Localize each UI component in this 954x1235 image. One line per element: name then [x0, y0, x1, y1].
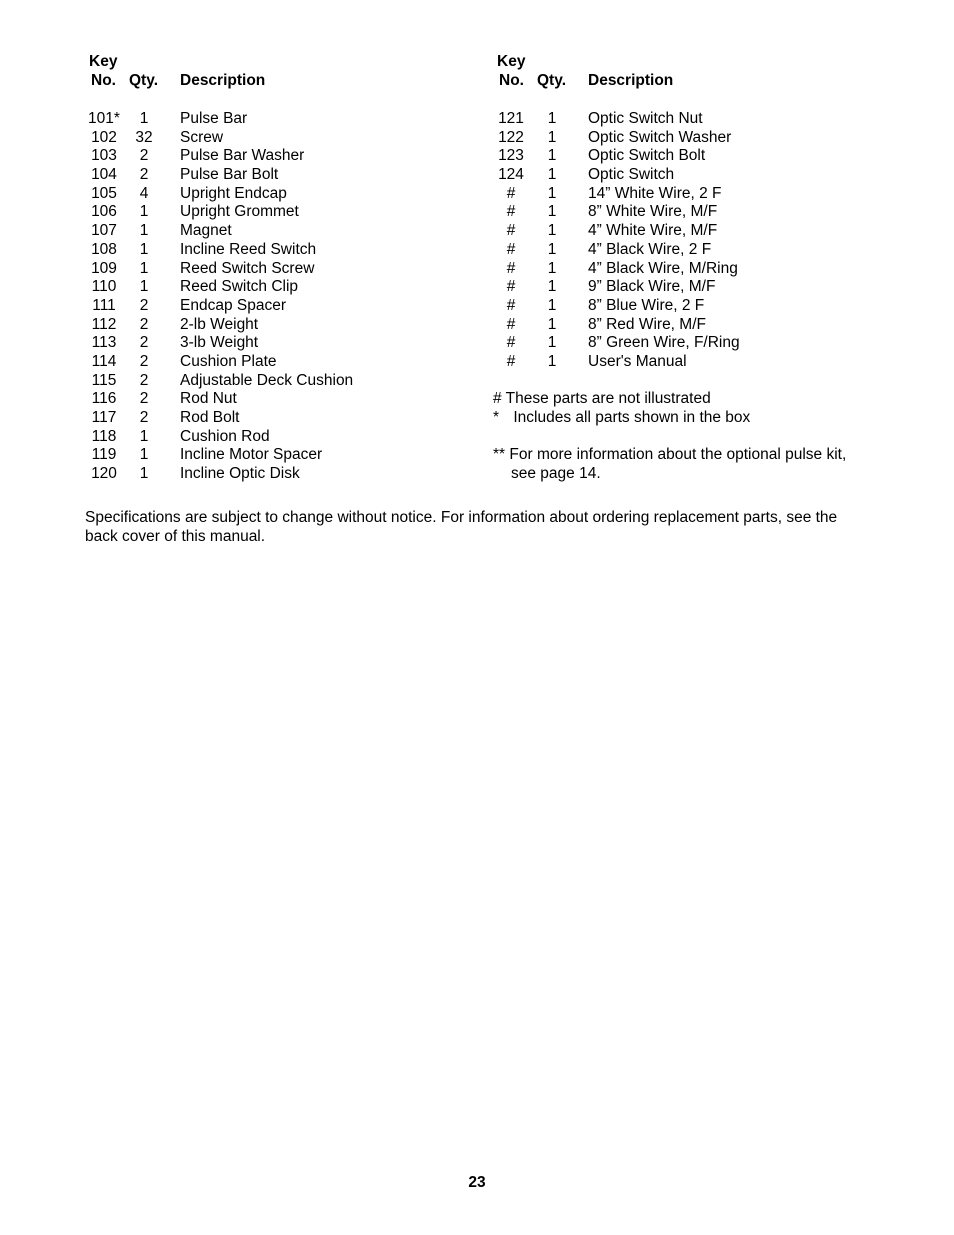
- table-row: [493, 110, 863, 129]
- header-key: Key: [89, 53, 118, 70]
- quantity: 1: [139, 465, 149, 483]
- page-number: 23: [468, 1174, 486, 1191]
- table-row: [87, 297, 467, 316]
- key-number: 104: [91, 166, 117, 184]
- header-qty: Qty.: [129, 72, 158, 89]
- note-pulse-kit: [493, 446, 863, 465]
- key-number: 122: [498, 128, 524, 146]
- key-number: 117: [91, 409, 117, 426]
- quantity: 2: [139, 147, 149, 165]
- header-no: No.: [91, 72, 116, 89]
- table-row: [87, 409, 467, 428]
- key-number: #: [506, 296, 516, 314]
- table-row: [493, 334, 863, 353]
- quantity: 1: [547, 128, 557, 146]
- key-number: 120: [91, 465, 117, 483]
- table-row: [87, 390, 467, 409]
- quantity: 1: [547, 334, 557, 352]
- description: Incline Optic Disk: [180, 465, 300, 483]
- key-number: 113: [91, 334, 117, 352]
- key-number: 101*: [88, 110, 120, 127]
- description: Magnet: [180, 222, 232, 240]
- table-row: [87, 110, 467, 129]
- description: Adjustable Deck Cushion: [180, 371, 354, 389]
- table-row: [493, 353, 863, 372]
- quantity: 2: [139, 409, 149, 426]
- header-no: No.: [499, 72, 524, 89]
- quantity: 1: [547, 296, 557, 314]
- table-row: [493, 260, 863, 279]
- quantity: 1: [547, 315, 557, 333]
- quantity: 1: [547, 184, 557, 202]
- key-number: 103: [91, 147, 117, 165]
- note-not-illustrated: # These parts are not illustrated: [493, 390, 711, 408]
- quantity: 2: [139, 296, 149, 314]
- table-row: [493, 129, 863, 148]
- table-row: [493, 185, 863, 204]
- table-header: [493, 52, 863, 92]
- quantity: 4: [139, 184, 149, 202]
- table-row: [87, 260, 467, 279]
- description: Pulse Bar Washer: [180, 147, 305, 165]
- key-number: 119: [91, 446, 117, 464]
- description: Incline Reed Switch: [180, 240, 317, 258]
- key-number: 102: [91, 128, 117, 146]
- description: 2-lb Weight: [180, 315, 259, 333]
- table-row: [493, 278, 863, 297]
- note-pulse-kit-text: For more information about the optional pulse kit,: [509, 446, 847, 464]
- key-number: #: [506, 222, 516, 240]
- table-row: [87, 203, 467, 222]
- table-row: [87, 465, 467, 484]
- table-row: [493, 241, 863, 260]
- quantity: 1: [547, 259, 557, 277]
- description: 4” Black Wire, 2 F: [588, 240, 712, 258]
- description: Optic Switch Bolt: [588, 147, 706, 165]
- description: Incline Motor Spacer: [180, 446, 323, 464]
- quantity: 1: [139, 110, 149, 127]
- table-row: [87, 241, 467, 260]
- description: 3-lb Weight: [180, 334, 259, 352]
- description: Rod Bolt: [180, 409, 240, 426]
- key-number: #: [506, 203, 516, 221]
- table-row: [87, 129, 467, 148]
- description: Optic Switch: [588, 166, 675, 184]
- key-number: 115: [91, 371, 117, 389]
- table-row: [87, 147, 467, 166]
- key-number: #: [506, 184, 516, 202]
- key-number: 111: [92, 296, 116, 314]
- quantity: 2: [139, 371, 149, 389]
- key-number: 107: [91, 222, 117, 240]
- key-number: 116: [91, 390, 117, 408]
- quantity: 1: [547, 240, 557, 258]
- quantity: 1: [139, 278, 149, 296]
- quantity: 1: [139, 259, 149, 277]
- key-number: #: [506, 240, 516, 258]
- header-qty: Qty.: [537, 72, 566, 89]
- quantity: 1: [547, 110, 557, 127]
- key-number: 109: [91, 259, 117, 277]
- description: Pulse Bar: [180, 110, 248, 127]
- parts-list-right: [493, 52, 863, 484]
- note-includes: [493, 409, 863, 428]
- description: Reed Switch Clip: [180, 278, 299, 296]
- parts-list-left: [87, 52, 467, 484]
- table-row: [493, 166, 863, 185]
- table-row: [87, 353, 467, 372]
- key-number: 108: [91, 240, 117, 258]
- key-number: 118: [91, 427, 117, 445]
- header-key: Key: [497, 53, 526, 70]
- table-row: [87, 166, 467, 185]
- quantity: 1: [139, 222, 149, 240]
- description: 8” White Wire, M/F: [588, 203, 718, 221]
- quantity: 1: [547, 278, 557, 296]
- description: 8” Green Wire, F/Ring: [588, 334, 740, 352]
- key-number: #: [506, 334, 516, 352]
- table-header: [87, 52, 467, 92]
- parts-rows: [87, 110, 467, 484]
- notes: [493, 390, 863, 484]
- header-description: Description: [588, 72, 674, 89]
- description: Endcap Spacer: [180, 296, 286, 314]
- description: Pulse Bar Bolt: [180, 166, 279, 184]
- table-row: [493, 316, 863, 335]
- key-number: 112: [91, 315, 117, 333]
- description: Upright Endcap: [180, 184, 287, 202]
- table-row: [87, 446, 467, 465]
- quantity: 2: [139, 166, 149, 184]
- description: 4” Black Wire, M/Ring: [588, 259, 738, 277]
- description: Rod Nut: [180, 390, 237, 408]
- description: Upright Grommet: [180, 203, 299, 221]
- quantity: 1: [547, 203, 557, 221]
- quantity: 32: [135, 128, 153, 146]
- description: 8” Red Wire, M/F: [588, 315, 706, 333]
- table-row: [493, 297, 863, 316]
- quantity: 1: [547, 166, 557, 184]
- table-row: [87, 372, 467, 391]
- parts-rows: [493, 110, 863, 372]
- description: Optic Switch Washer: [588, 128, 732, 146]
- table-row: [493, 222, 863, 241]
- table-row: [87, 316, 467, 335]
- description: 14” White Wire, 2 F: [588, 184, 722, 202]
- key-number: #: [506, 278, 516, 296]
- key-number: 114: [91, 352, 117, 370]
- quantity: 1: [139, 446, 149, 464]
- key-number: 110: [91, 278, 117, 296]
- table-row: [493, 203, 863, 222]
- quantity: 1: [547, 352, 557, 370]
- table-row: [87, 222, 467, 241]
- quantity: 1: [139, 427, 149, 445]
- table-row: [87, 185, 467, 204]
- key-number: 123: [498, 147, 524, 165]
- note-includes-text: Includes all parts shown in the box: [513, 409, 751, 427]
- key-number: 106: [91, 203, 117, 221]
- key-number: #: [506, 259, 516, 277]
- specifications-note: Specifications are subject to change without notice. For information about ordering replacement parts, see the back cover of this manual.: [85, 509, 838, 545]
- header-description: Description: [180, 72, 266, 89]
- note-pulse-kit-marker: **: [493, 446, 506, 464]
- key-number: 105: [91, 184, 117, 202]
- quantity: 2: [139, 334, 149, 352]
- quantity: 1: [139, 203, 149, 221]
- note-pulse-kit-continued: see page 14.: [511, 465, 601, 483]
- description: User's Manual: [588, 352, 687, 370]
- description: Cushion Rod: [180, 427, 270, 445]
- description: 9” Black Wire, M/F: [588, 278, 716, 296]
- table-row: [87, 278, 467, 297]
- key-number: #: [506, 352, 516, 370]
- description: 4” White Wire, M/F: [588, 222, 718, 240]
- key-number: 124: [498, 166, 524, 184]
- quantity: 1: [547, 222, 557, 240]
- table-row: [87, 428, 467, 447]
- table-row: [493, 147, 863, 166]
- quantity: 2: [139, 352, 149, 370]
- quantity: 1: [139, 240, 149, 258]
- quantity: 1: [547, 147, 557, 165]
- description: Optic Switch Nut: [588, 110, 703, 127]
- description: Cushion Plate: [180, 352, 277, 370]
- description: Screw: [180, 128, 224, 146]
- note-includes-marker: *: [493, 409, 500, 427]
- description: Reed Switch Screw: [180, 259, 315, 277]
- table-row: [87, 334, 467, 353]
- quantity: 2: [139, 315, 149, 333]
- key-number: #: [506, 315, 516, 333]
- key-number: 121: [498, 110, 524, 127]
- description: 8” Blue Wire, 2 F: [588, 296, 705, 314]
- quantity: 2: [139, 390, 149, 408]
